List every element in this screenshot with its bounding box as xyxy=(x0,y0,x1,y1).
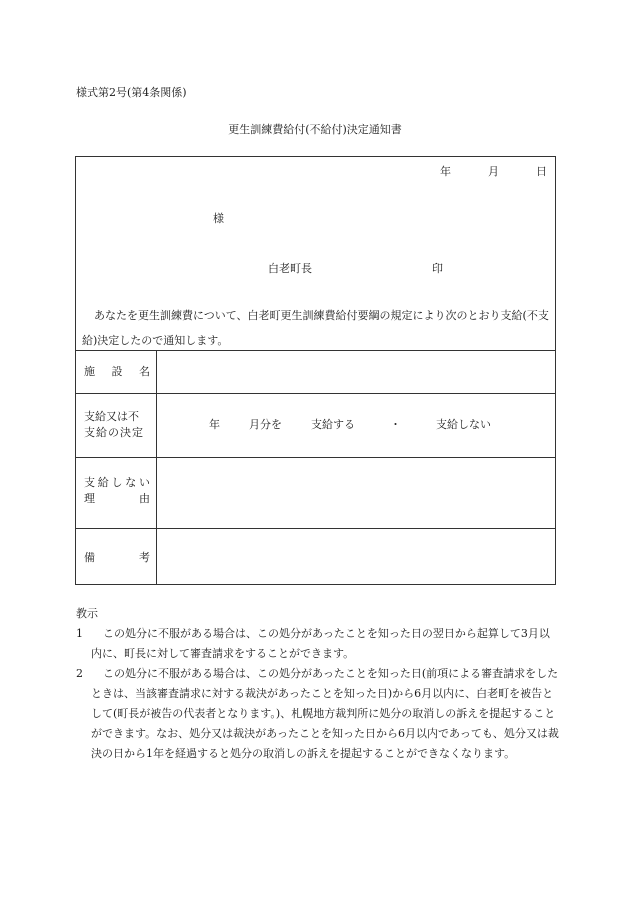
decision-pay: 支給する xyxy=(311,418,355,431)
facility-label: 施 設 名 xyxy=(84,365,150,378)
reason-label: 支 給 し な い 理 由 xyxy=(84,476,150,505)
notice-body: あなたを更生訓練費について、白老町更生訓練費給付要綱の規定により次のとおり支給(不支給)決定したので通知します。 xyxy=(82,309,549,347)
divider xyxy=(76,528,555,529)
document-title: 更生訓練費給付(不給付)決定通知書 xyxy=(228,123,402,136)
instruction-item xyxy=(76,624,560,664)
decision-separator: ・ xyxy=(390,418,401,431)
decision-nopay: 支給しない xyxy=(436,418,491,431)
form-number: 様式第2号(第4条関係) xyxy=(76,86,187,99)
decision-year: 年 xyxy=(209,418,220,431)
notice-form xyxy=(75,156,556,585)
date-month: 月 xyxy=(488,165,499,178)
instructions xyxy=(76,604,560,764)
instruction-number: 1 xyxy=(76,627,83,640)
date-day: 日 xyxy=(536,165,547,178)
decision-content xyxy=(209,416,491,432)
decision-month: 月分を xyxy=(249,418,282,431)
divider xyxy=(76,393,555,394)
date-year: 年 xyxy=(440,165,451,178)
remarks-label: 備 考 xyxy=(84,551,150,564)
instruction-text: この処分に不服がある場合は、この処分があったことを知った日(前項による審査請求をしたときは、当該審査請求に対する裁決があったことを知った日)から6月以内に、白老町を被告として(町長が被告の代表者となります。)、札幌地方裁判所に処分の取消しの訴えを提起することができます。なお、処分又は裁決があったことを知った日から6月以内であっても、処分又は裁決の日から1年を経過すると処分の取消しの訴えを提起することができなくなります。 xyxy=(91,667,559,760)
decision-label: 支給又は不 支給の決定 xyxy=(84,410,144,439)
instruction-item xyxy=(76,664,560,764)
instructions-heading: 教示 xyxy=(76,607,98,620)
addressee-suffix: 様 xyxy=(213,212,224,225)
divider xyxy=(76,350,555,351)
date-line xyxy=(440,163,547,179)
issuer-name: 白老町長 xyxy=(268,262,312,275)
instruction-number: 2 xyxy=(76,667,83,680)
instruction-text: この処分に不服がある場合は、この処分があったことを知った日の翌日から起算して3月以内に、町長に対して審査請求をすることができます。 xyxy=(91,627,550,660)
column-divider xyxy=(156,350,157,585)
divider xyxy=(76,457,555,458)
seal-mark: 印 xyxy=(432,262,443,275)
